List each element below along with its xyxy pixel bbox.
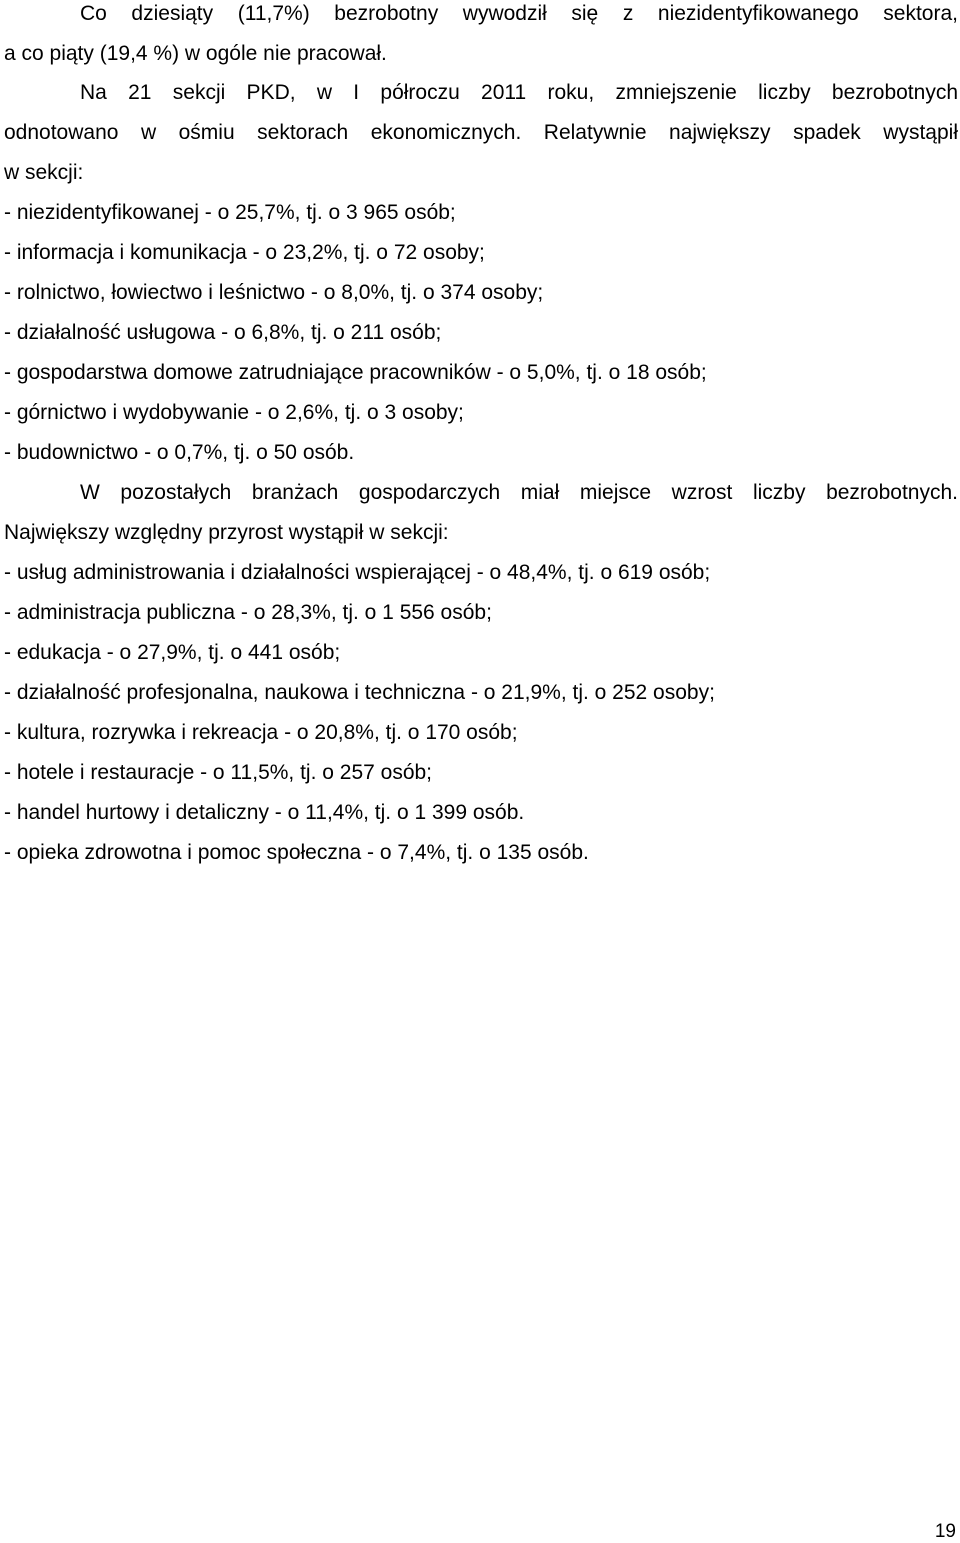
increase-list-item: - edukacja - o 27,9%, tj. o 441 osób; [4,641,341,664]
paragraph-2-line-3: w sekcji: [4,161,84,184]
paragraph-1-line-2: a co piąty (19,4 %) w ogóle nie pracował. [4,42,387,65]
increase-list-item: - hotele i restauracje - o 11,5%, tj. o 257 osób; [4,761,433,784]
increase-list-item: - usług administrowania i działalności wspierającej - o 48,4%, tj. o 619 osób; [4,561,711,584]
decrease-list-item: - niezidentyfikowanej - o 25,7%, tj. o 3 965 osób; [4,201,456,224]
increase-list-item: - administracja publiczna - o 28,3%, tj. o 1 556 osób; [4,601,492,624]
decrease-list-item: - działalność usługowa - o 6,8%, tj. o 211 osób; [4,321,442,344]
increase-list-item: - działalność profesjonalna, naukowa i techniczna - o 21,9%, tj. o 252 osoby; [4,681,715,704]
paragraph-3-line-1: W pozostałych branżach gospodarczych miał miejsce wzrost liczby bezrobotnych. [80,481,958,504]
paragraph-3-line-2: Największy względny przyrost wystąpił w sekcji: [4,521,449,544]
decrease-list-item: - gospodarstwa domowe zatrudniające pracowników - o 5,0%, tj. o 18 osób; [4,361,707,384]
page-number: 19 [934,1521,956,1542]
decrease-list-item: - budownictwo - o 0,7%, tj. o 50 osób. [4,441,355,464]
increase-list-item: - handel hurtowy i detaliczny - o 11,4%, tj. o 1 399 osób. [4,801,525,824]
decrease-list-item: - rolnictwo, łowiectwo i leśnictwo - o 8,0%, tj. o 374 osoby; [4,281,544,304]
decrease-list-item: - informacja i komunikacja - o 23,2%, tj. o 72 osoby; [4,241,485,264]
increase-list-item: - kultura, rozrywka i rekreacja - o 20,8%, tj. o 170 osób; [4,721,518,744]
decrease-list-item: - górnictwo i wydobywanie - o 2,6%, tj. o 3 osoby; [4,401,464,424]
increase-list-item: - opieka zdrowotna i pomoc społeczna - o 7,4%, tj. o 135 osób. [4,841,589,864]
paragraph-2-line-1: Na 21 sekcji PKD, w I półroczu 2011 roku, zmniejszenie liczby bezrobotnych [80,81,958,104]
paragraph-2-line-2: odnotowano w ośmiu sektorach ekonomicznych. Relatywnie największy spadek wystąpił [4,121,958,144]
paragraph-1-line-1: Co dziesiąty (11,7%) bezrobotny wywodził się z niezidentyfikowanego sektora, [80,2,958,25]
